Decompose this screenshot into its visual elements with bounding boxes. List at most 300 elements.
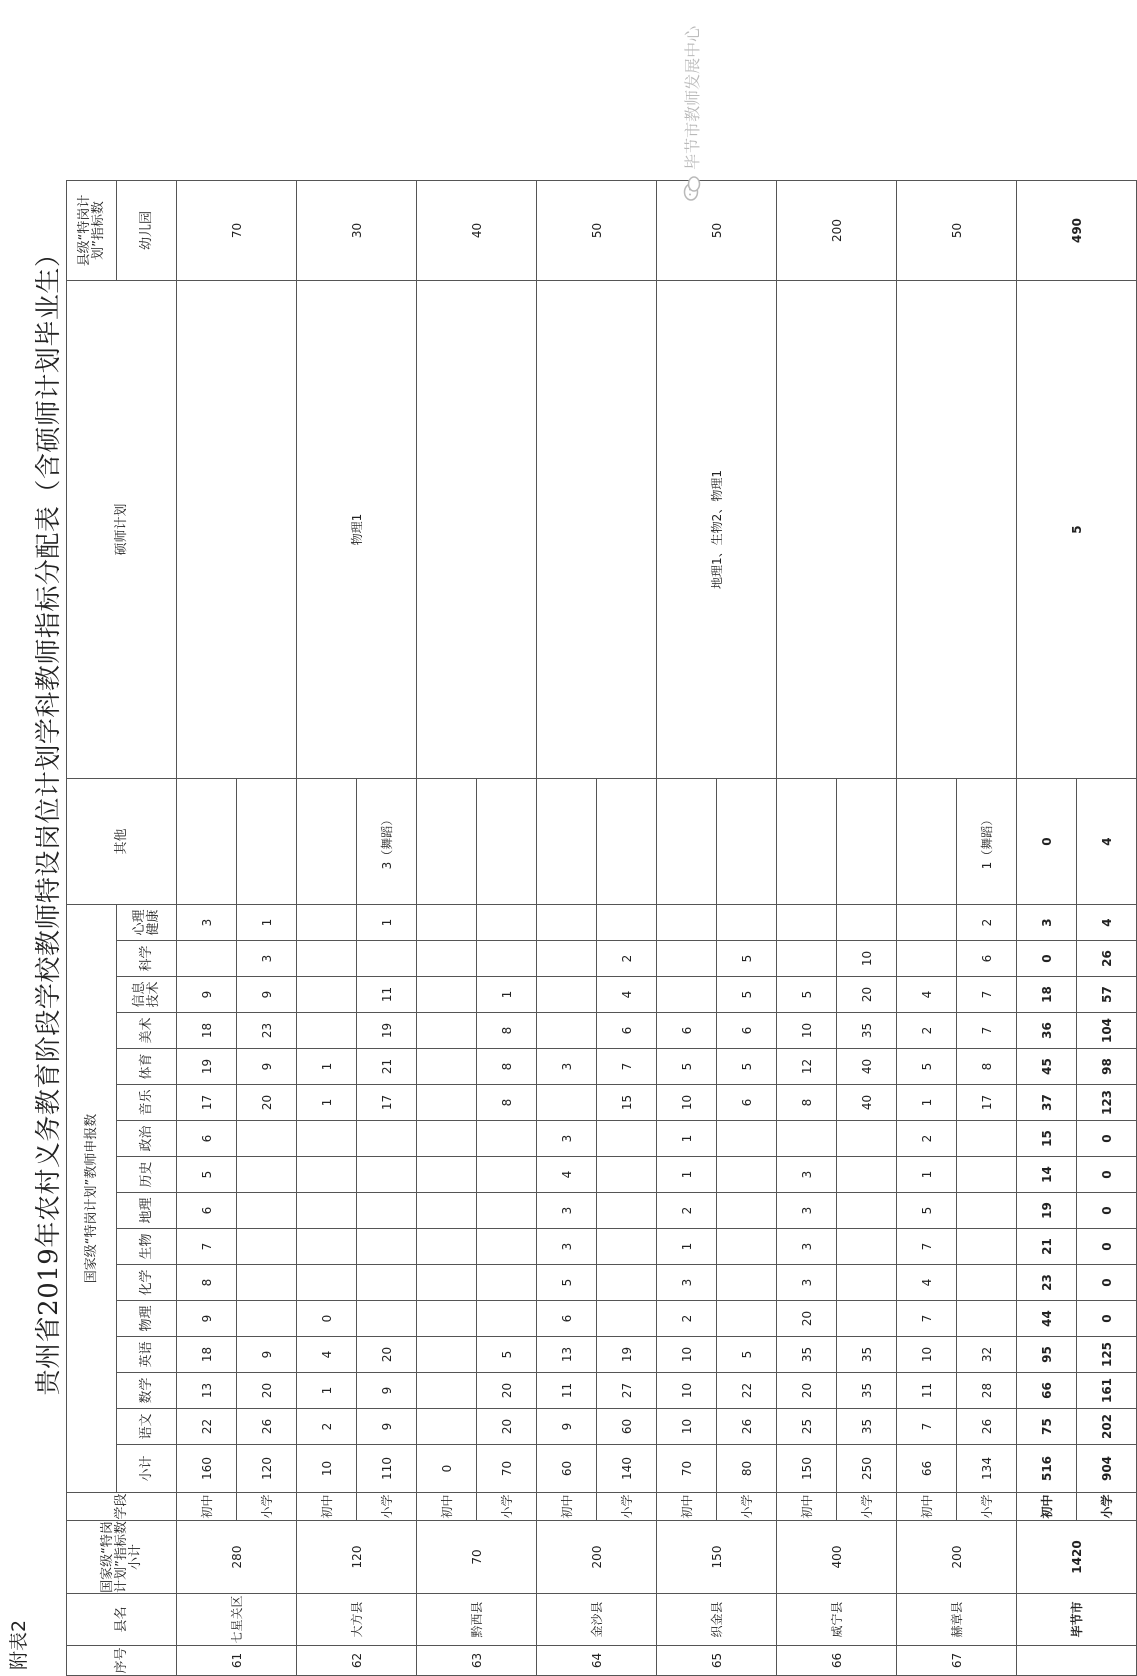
header-subject: 数学: [117, 1373, 177, 1409]
cell-value: 15: [1017, 1121, 1077, 1157]
cell-value: 2: [657, 1193, 717, 1229]
header-quota: 国家级“特岗计划”指标数小计: [67, 1521, 177, 1594]
cell-value: 1: [297, 1049, 357, 1085]
cell-value: [297, 977, 357, 1013]
cell-value: [237, 1229, 297, 1265]
cell-value: 5: [717, 1337, 777, 1373]
cell-value: 9: [357, 1373, 417, 1409]
cell-value: [537, 941, 597, 977]
cell-quota: 1420: [1017, 1521, 1137, 1594]
cell-value: [417, 1013, 477, 1049]
cell-value: 22: [177, 1409, 237, 1445]
cell-value: [537, 977, 597, 1013]
cell-value: 32: [957, 1337, 1017, 1373]
cell-value: [597, 1301, 657, 1337]
header-subject: 音乐: [117, 1085, 177, 1121]
header-subject: 小计: [117, 1445, 177, 1493]
cell-value: [357, 1301, 417, 1337]
cell-value: 40: [837, 1085, 897, 1121]
cell-value: [477, 779, 537, 905]
cell-stage: 小学: [1077, 1493, 1137, 1521]
cell-kindergarten: 200: [777, 181, 897, 281]
cell-value: 26: [957, 1409, 1017, 1445]
cell-value: 26: [237, 1409, 297, 1445]
cell-value: [477, 1301, 537, 1337]
cell-value: [417, 977, 477, 1013]
cell-value: 10: [657, 1373, 717, 1409]
cell-value: 98: [1077, 1049, 1137, 1085]
cell-value: 19: [1017, 1193, 1077, 1229]
cell-county: 金沙县: [537, 1594, 657, 1646]
cell-stage: 初中: [897, 1493, 957, 1521]
cell-value: 4: [897, 977, 957, 1013]
cell-value: 6: [717, 1013, 777, 1049]
cell-value: 516: [1017, 1445, 1077, 1493]
cell-value: [297, 941, 357, 977]
cell-value: 26: [717, 1409, 777, 1445]
cell-value: 9: [177, 977, 237, 1013]
cell-stage: 初中: [537, 1493, 597, 1521]
cell-value: [237, 1121, 297, 1157]
cell-value: [717, 1301, 777, 1337]
cell-value: [957, 1265, 1017, 1301]
cell-value: [177, 779, 237, 905]
cell-value: 9: [237, 977, 297, 1013]
cell-master: 地理1、生物2、物理1: [657, 281, 777, 779]
cell-value: 3: [537, 1193, 597, 1229]
table-row: [177, 181, 237, 1676]
cell-value: [417, 905, 477, 941]
cell-value: [777, 905, 837, 941]
cell-value: 160: [177, 1445, 237, 1493]
cell-value: 9: [357, 1409, 417, 1445]
cell-seq: 63: [417, 1646, 537, 1676]
header-subject: 生物: [117, 1229, 177, 1265]
cell-value: 18: [177, 1337, 237, 1373]
cell-value: 20: [837, 977, 897, 1013]
cell-value: [597, 1193, 657, 1229]
cell-value: [417, 1229, 477, 1265]
cell-value: [237, 1301, 297, 1337]
cell-value: 28: [957, 1373, 1017, 1409]
cell-value: 3: [537, 1229, 597, 1265]
cell-value: [297, 779, 357, 905]
cell-value: [957, 1229, 1017, 1265]
cell-value: 7: [597, 1049, 657, 1085]
cell-master: [537, 281, 657, 779]
cell-value: 8: [177, 1265, 237, 1301]
cell-value: 66: [897, 1445, 957, 1493]
cell-value: 5: [717, 1049, 777, 1085]
cell-value: 1: [657, 1121, 717, 1157]
cell-value: [717, 905, 777, 941]
cell-value: [537, 779, 597, 905]
cell-value: [477, 1121, 537, 1157]
cell-county: 黔西县: [417, 1594, 537, 1646]
cell-value: 8: [477, 1049, 537, 1085]
cell-value: 17: [357, 1085, 417, 1121]
cell-value: 5: [897, 1193, 957, 1229]
cell-value: 2: [957, 905, 1017, 941]
cell-value: 4: [1077, 779, 1137, 905]
header-subject: 美术: [117, 1013, 177, 1049]
header-stage: 学段: [67, 1493, 177, 1521]
cell-value: [417, 779, 477, 905]
cell-value: [777, 941, 837, 977]
cell-value: 1: [237, 905, 297, 941]
cell-value: 3: [777, 1157, 837, 1193]
cell-value: [717, 1265, 777, 1301]
cell-value: 123: [1077, 1085, 1137, 1121]
cell-value: 21: [357, 1049, 417, 1085]
header-subject: 地理: [117, 1193, 177, 1229]
cell-value: [717, 1193, 777, 1229]
cell-value: [537, 1085, 597, 1121]
cell-master: 5: [1017, 281, 1137, 779]
cell-value: [597, 1265, 657, 1301]
cell-value: 66: [1017, 1373, 1077, 1409]
cell-value: 202: [1077, 1409, 1137, 1445]
header-national-group: 国家级“特岗计划”教师申报数: [67, 905, 117, 1493]
watermark: [680, 26, 703, 201]
cell-value: 12: [777, 1049, 837, 1085]
cell-value: 1: [897, 1085, 957, 1121]
cell-seq: 62: [297, 1646, 417, 1676]
cell-value: 75: [1017, 1409, 1077, 1445]
header-subject: 政治: [117, 1121, 177, 1157]
cell-value: [357, 941, 417, 977]
cell-value: [417, 1265, 477, 1301]
cell-value: 20: [237, 1085, 297, 1121]
table-title: 贵州省2019年农村义务教育阶段学校教师特设岗位计划学科教师指标分配表（含硕师计划毕业生）: [34, 240, 64, 1396]
cell-value: 60: [537, 1445, 597, 1493]
cell-value: 4: [897, 1265, 957, 1301]
cell-value: [417, 1337, 477, 1373]
cell-value: [597, 1229, 657, 1265]
cell-value: 5: [657, 1049, 717, 1085]
cell-value: 5: [717, 977, 777, 1013]
cell-value: [717, 1121, 777, 1157]
cell-value: [597, 779, 657, 905]
cell-value: 0: [417, 1445, 477, 1493]
cell-value: 10: [777, 1013, 837, 1049]
cell-master: [897, 281, 1017, 779]
cell-value: 10: [837, 941, 897, 977]
cell-value: 23: [237, 1013, 297, 1049]
cell-value: 120: [237, 1445, 297, 1493]
cell-value: [417, 1409, 477, 1445]
cell-value: 1: [357, 905, 417, 941]
cell-value: 80: [717, 1445, 777, 1493]
cell-value: 20: [237, 1373, 297, 1409]
cell-value: 0: [1017, 941, 1077, 977]
cell-value: 8: [477, 1013, 537, 1049]
cell-quota: 70: [417, 1521, 537, 1594]
cell-value: 20: [357, 1337, 417, 1373]
cell-value: 20: [777, 1301, 837, 1337]
cell-value: 1: [897, 1157, 957, 1193]
cell-value: 2: [657, 1301, 717, 1337]
cell-value: 110: [357, 1445, 417, 1493]
cell-value: 20: [777, 1373, 837, 1409]
cell-value: 13: [177, 1373, 237, 1409]
cell-value: [417, 1157, 477, 1193]
cell-value: [837, 1301, 897, 1337]
cell-value: [297, 1013, 357, 1049]
cell-value: [717, 1157, 777, 1193]
cell-value: 10: [297, 1445, 357, 1493]
cell-master: [417, 281, 537, 779]
cell-value: 5: [717, 941, 777, 977]
watermark-text: 毕节市教师发展中心: [683, 25, 702, 170]
cell-value: 1: [657, 1229, 717, 1265]
cell-seq: 64: [537, 1646, 657, 1676]
cell-stage: 初中: [777, 1493, 837, 1521]
header-county: 县名: [67, 1594, 177, 1646]
cell-value: 2: [897, 1121, 957, 1157]
header-kindergarten: 幼儿园: [117, 181, 177, 281]
cell-value: 0: [1077, 1193, 1137, 1229]
cell-value: 904: [1077, 1445, 1137, 1493]
cell-value: 21: [1017, 1229, 1077, 1265]
cell-stage: 小学: [477, 1493, 537, 1521]
cell-value: 7: [897, 1229, 957, 1265]
table-row: [537, 181, 597, 1676]
cell-value: 5: [537, 1265, 597, 1301]
cell-value: 0: [1077, 1229, 1137, 1265]
cell-value: 250: [837, 1445, 897, 1493]
cell-value: 20: [477, 1373, 537, 1409]
cell-value: [297, 905, 357, 941]
header-subject: 语文: [117, 1409, 177, 1445]
cell-seq: 67: [897, 1646, 1017, 1676]
cell-value: [417, 1121, 477, 1157]
cell-value: 35: [837, 1373, 897, 1409]
cell-value: 3（舞蹈）: [357, 779, 417, 905]
cell-value: 161: [1077, 1373, 1137, 1409]
header-subject: 信息技术: [117, 977, 177, 1013]
cell-value: [417, 941, 477, 977]
cell-value: [837, 905, 897, 941]
cell-value: [837, 1229, 897, 1265]
cell-value: 6: [717, 1085, 777, 1121]
cell-quota: 200: [537, 1521, 657, 1594]
cell-value: [957, 1121, 1017, 1157]
cell-value: [297, 1193, 357, 1229]
cell-value: [957, 1157, 1017, 1193]
allocation-table: [66, 180, 1137, 1676]
header-master: 硕师计划: [67, 281, 177, 779]
cell-value: 1: [477, 977, 537, 1013]
cell-value: 20: [477, 1409, 537, 1445]
cell-value: [477, 1229, 537, 1265]
cell-value: 15: [597, 1085, 657, 1121]
cell-kindergarten: 70: [177, 181, 297, 281]
cell-value: 9: [177, 1301, 237, 1337]
cell-value: 22: [717, 1373, 777, 1409]
header-subject: 物理: [117, 1301, 177, 1337]
cell-value: [177, 941, 237, 977]
header-county-quota: 县级“特岗计划”指标数: [67, 181, 117, 281]
cell-value: [357, 1121, 417, 1157]
cell-county: 织金县: [657, 1594, 777, 1646]
cell-stage: 小学: [837, 1493, 897, 1521]
cell-value: [897, 941, 957, 977]
cell-value: 17: [177, 1085, 237, 1121]
cell-value: 9: [237, 1337, 297, 1373]
cell-value: 95: [1017, 1337, 1077, 1373]
cell-value: 0: [1077, 1121, 1137, 1157]
cell-value: 10: [657, 1409, 717, 1445]
cell-value: [477, 905, 537, 941]
cell-kindergarten: 50: [537, 181, 657, 281]
cell-value: 19: [177, 1049, 237, 1085]
cell-kindergarten: 50: [657, 181, 777, 281]
cell-value: [297, 1265, 357, 1301]
table-row: [1017, 181, 1077, 1676]
cell-quota: 280: [177, 1521, 297, 1594]
cell-value: 70: [477, 1445, 537, 1493]
cell-value: 6: [957, 941, 1017, 977]
cell-value: [537, 1013, 597, 1049]
cell-value: [237, 1157, 297, 1193]
cell-value: [717, 1229, 777, 1265]
cell-value: 45: [1017, 1049, 1077, 1085]
cell-value: 3: [177, 905, 237, 941]
cell-value: [297, 1229, 357, 1265]
cell-value: [237, 779, 297, 905]
header-seq: 序号: [67, 1646, 177, 1676]
header-other: 其他: [67, 779, 177, 905]
cell-value: 2: [297, 1409, 357, 1445]
cell-value: [597, 1121, 657, 1157]
cell-kindergarten: 40: [417, 181, 537, 281]
cell-value: 1: [297, 1085, 357, 1121]
cell-value: [597, 1157, 657, 1193]
cell-value: 19: [357, 1013, 417, 1049]
cell-value: 2: [897, 1013, 957, 1049]
cell-value: 6: [597, 1013, 657, 1049]
cell-value: 125: [1077, 1337, 1137, 1373]
cell-value: 35: [837, 1337, 897, 1373]
cell-value: [957, 1193, 1017, 1229]
cell-value: 0: [1077, 1157, 1137, 1193]
cell-value: [837, 779, 897, 905]
cell-quota: 150: [657, 1521, 777, 1594]
attachment-label: 附表2: [8, 1619, 30, 1670]
cell-quota: 400: [777, 1521, 897, 1594]
cell-value: 6: [657, 1013, 717, 1049]
cell-value: [237, 1193, 297, 1229]
cell-value: [657, 977, 717, 1013]
cell-value: 26: [1077, 941, 1137, 977]
cell-value: 3: [777, 1193, 837, 1229]
cell-value: 60: [597, 1409, 657, 1445]
cell-value: [297, 1157, 357, 1193]
cell-value: 5: [177, 1157, 237, 1193]
cell-value: [417, 1085, 477, 1121]
cell-value: [777, 1121, 837, 1157]
cell-seq: 61: [177, 1646, 297, 1676]
cell-county: 七星关区: [177, 1594, 297, 1646]
cell-value: [297, 1121, 357, 1157]
cell-value: 3: [777, 1265, 837, 1301]
cell-value: 0: [1077, 1301, 1137, 1337]
cell-value: 14: [1017, 1157, 1077, 1193]
cell-value: [657, 905, 717, 941]
cell-value: 6: [177, 1121, 237, 1157]
cell-value: [717, 779, 777, 905]
cell-value: [837, 1121, 897, 1157]
cell-value: 6: [537, 1301, 597, 1337]
cell-value: 11: [537, 1373, 597, 1409]
cell-value: 10: [657, 1085, 717, 1121]
cell-quota: 120: [297, 1521, 417, 1594]
cell-value: 134: [957, 1445, 1017, 1493]
cell-value: [657, 779, 717, 905]
cell-value: 40: [837, 1049, 897, 1085]
cell-value: 5: [897, 1049, 957, 1085]
cell-value: 36: [1017, 1013, 1077, 1049]
cell-value: 8: [957, 1049, 1017, 1085]
cell-value: [357, 1193, 417, 1229]
cell-value: 104: [1077, 1013, 1137, 1049]
cell-value: [357, 1265, 417, 1301]
cell-value: 8: [777, 1085, 837, 1121]
cell-stage: 初中: [297, 1493, 357, 1521]
cell-value: 37: [1017, 1085, 1077, 1121]
cell-county: 大方县: [297, 1594, 417, 1646]
cell-value: 3: [657, 1265, 717, 1301]
cell-stage: 小学: [957, 1493, 1017, 1521]
cell-value: 7: [897, 1301, 957, 1337]
wechat-icon: [683, 175, 701, 201]
cell-value: [897, 905, 957, 941]
cell-value: 9: [537, 1409, 597, 1445]
cell-value: 6: [177, 1193, 237, 1229]
cell-value: 11: [897, 1373, 957, 1409]
cell-value: 7: [957, 977, 1017, 1013]
cell-value: 140: [597, 1445, 657, 1493]
header-subject: 历史: [117, 1157, 177, 1193]
cell-value: 35: [837, 1409, 897, 1445]
cell-seq: [1017, 1646, 1137, 1676]
table-row: [297, 181, 357, 1676]
cell-value: 0: [1077, 1265, 1137, 1301]
cell-value: 0: [297, 1301, 357, 1337]
cell-value: 3: [537, 1121, 597, 1157]
cell-seq: 65: [657, 1646, 777, 1676]
cell-value: 1（舞蹈）: [957, 779, 1017, 905]
cell-value: 18: [1017, 977, 1077, 1013]
cell-value: [837, 1193, 897, 1229]
cell-value: 3: [1017, 905, 1077, 941]
cell-value: 70: [657, 1445, 717, 1493]
cell-value: 18: [177, 1013, 237, 1049]
table-row: [777, 181, 837, 1676]
cell-kindergarten: 50: [897, 181, 1017, 281]
cell-value: 35: [837, 1013, 897, 1049]
cell-value: [417, 1049, 477, 1085]
cell-value: [477, 1193, 537, 1229]
cell-quota: 200: [897, 1521, 1017, 1594]
cell-stage: 初中: [417, 1493, 477, 1521]
cell-value: 10: [897, 1337, 957, 1373]
cell-stage: 初中: [177, 1493, 237, 1521]
cell-value: 57: [1077, 977, 1137, 1013]
cell-kindergarten: 30: [297, 181, 417, 281]
cell-value: 35: [777, 1337, 837, 1373]
